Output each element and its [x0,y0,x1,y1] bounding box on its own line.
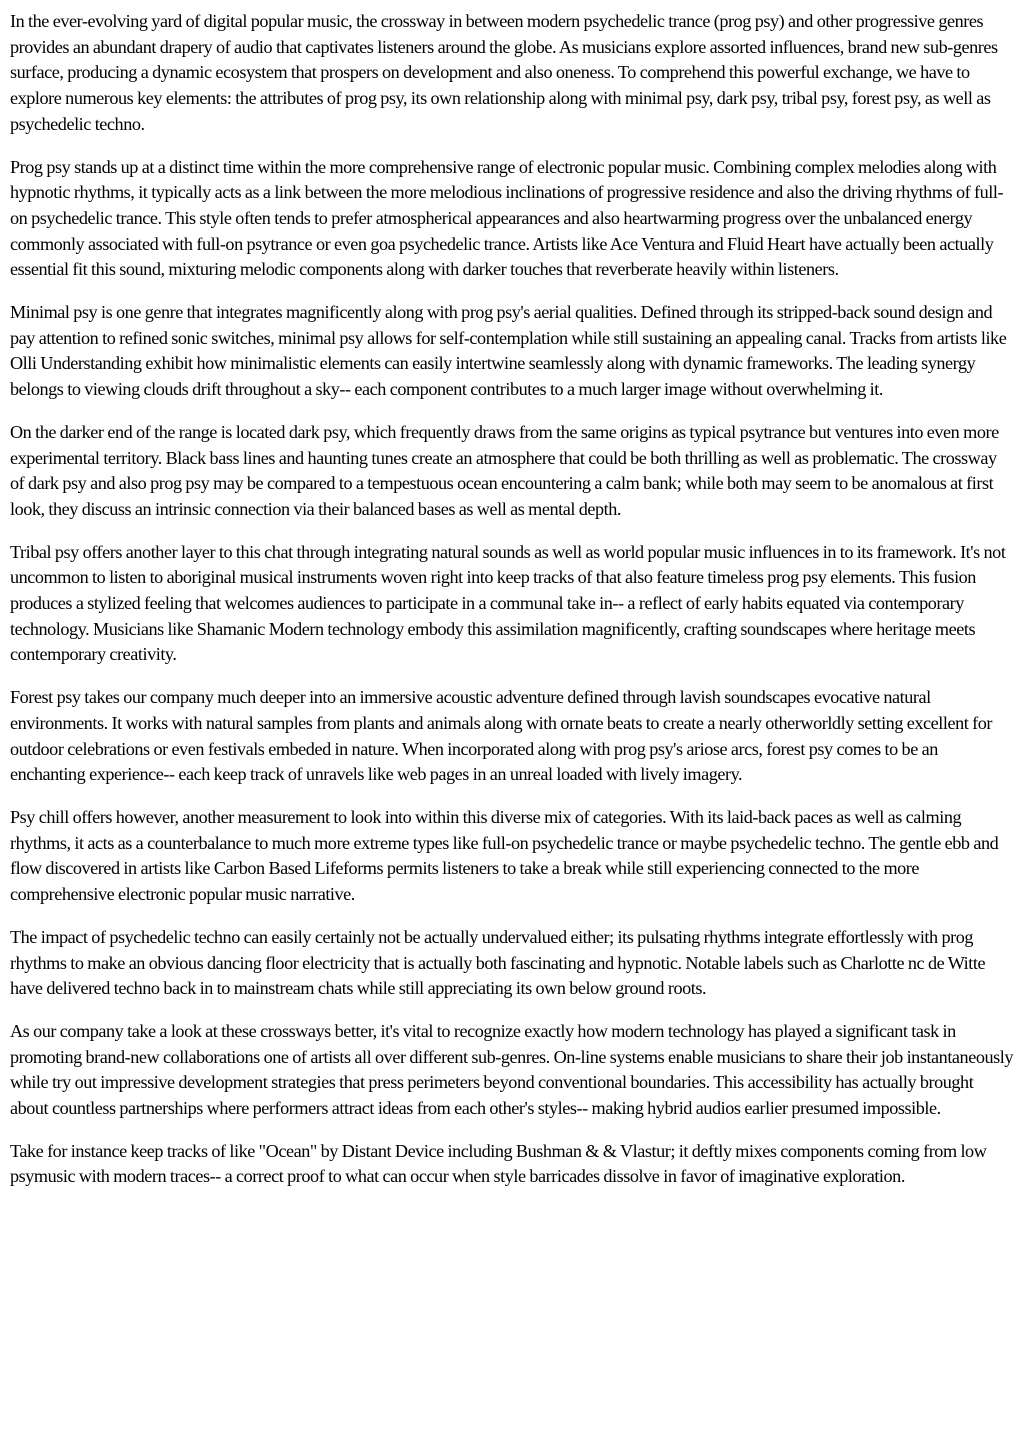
paragraph-psy-chill: Psy chill offers however, another measurement to look into within this diverse mix of categories. With its laid-back paces as well as calming rhythms, it acts as a counterbalance to much more extreme types like full-on psychedelic trance or maybe psychedelic techno. The gentle ebb and flow discovered in artists like Carbon Based Lifeforms permits listeners to take a break while still experiencing connected to the more comprehensive electronic popular music narrative. [10,806,999,905]
paragraph-intro: In the ever-evolving yard of digital popular music, the crossway in between modern psychedelic trance (prog psy) and other progressive genres provides an abundant drapery of audio that captivates listeners around the globe. As musicians explore assorted influences, brand new sub-genres surface, producing a dynamic ecosystem that prospers on development and also oneness. To comprehend this powerful exchange, we have to explore numerous key elements: the attributes of prog psy, its own relationship along with minimal psy, dark psy, tribal psy, forest psy, as well as psychedelic techno. [10,11,998,134]
paragraph-forest-psy: Forest psy takes our company much deeper into an immersive acoustic adventure defined through lavish soundscapes evocative natural environments. It works with natural samples from plants and animals along with ornate beats to create a nearly otherworldly setting excellent for outdoor celebrations or even festivals embeded in nature. When incorporated along with prog psy's ariose arcs, forest psy comes to be an enchanting experience-- each keep track of unravels like web pages in an unreal loaded with lively imagery. [10,687,993,785]
paragraph-minimal-psy: Minimal psy is one genre that integrates magnificently along with prog psy's aerial qualities. Defined through its stripped-back sound design and pay attention to refined sonic switches, minimal psy allows for self-contemplation while still sustaining an appealing canal. Tracks from artists like Olli Understanding exhibit how minimalistic elements can easily intertwine seamlessly along with dynamic frameworks. The leading synergy belongs to viewing clouds drift throughout a sky-- each component contributes to a much larger image without overwhelming it. [10,302,1007,400]
paragraph-technology: As our company take a look at these crossways better, it's vital to recognize exactly how modern technology has played a significant task in promoting brand-new collaborations one of artists all over different sub-genres. On-line systems enable musicians to share their job instantaneously while try out impressive development strategies that press perimeters beyond conventional boundaries. This accessibility has actually brought about countless partnerships where performers attract ideas from each other's styles-- making hybrid audios earlier presumed impossible. [10,1020,1013,1119]
paragraph-prog-psy: Prog psy stands up at a distinct time within the more comprehensive range of electronic popular music. Combining complex melodies along with hypnotic rhythms, it typically acts as a link between the more melodious inclinations of progressive residence and also the driving rhythms of full-on psychedelic trance. This style often tends to prefer atmospherical appearances and also heartwarming progress over the unbalanced energy commonly associated with full-on psytrance or even goa psychedelic trance. Artists like Ace Ventura and Fluid Heart have actually been actually essential fit this sound, mixturing melodic components along with darker touches that reverberate heavily within listeners. [10,156,1004,280]
paragraph-example-track: Take for instance keep tracks of like "Ocean" by Distant Device including Bushman & & Vlastur; it deftly mixes components coming from low psymusic with modern traces-- a correct proof to what can occur when style barricades dissolve in favor of imaginative exploration. [10,1140,987,1187]
paragraph-tribal-psy: Tribal psy offers another layer to this chat through integrating natural sounds as well as world popular music influences in to its framework. It's not uncommon to listen to aboriginal musical instruments woven right into keep tracks of that also feature timeless prog psy elements. This fusion produces a stylized feeling that welcomes audiences to participate in a communal take in-- a reflect of early habits equated via contemporary technology. Musicians like Shamanic Modern technology embody this assimilation magnificently, crafting soundscapes where heritage meets contemporary creativity. [10,541,1006,665]
paragraph-psychedelic-techno: The impact of psychedelic techno can easily certainly not be actually undervalued either; its pulsating rhythms integrate effortlessly with prog rhythms to make an obvious dancing floor electricity that is actually both fascinating and hypnotic. Notable labels such as Charlotte nc de Witte have delivered techno back in to mainstream chats while still appreciating its own below ground roots. [10,926,986,999]
paragraph-dark-psy: On the darker end of the range is located dark psy, which frequently draws from the same origins as typical psytrance but ventures into even more experimental territory. Black bass lines and haunting tunes create an atmosphere that could be both thrilling as well as problematic. The crossway of dark psy and also prog psy may be compared to a tempestuous ocean encountering a calm bank; while both may seem to be anomalous at first look, they discuss an intrinsic connection via their balanced bases as well as mental depth. [10,421,999,519]
